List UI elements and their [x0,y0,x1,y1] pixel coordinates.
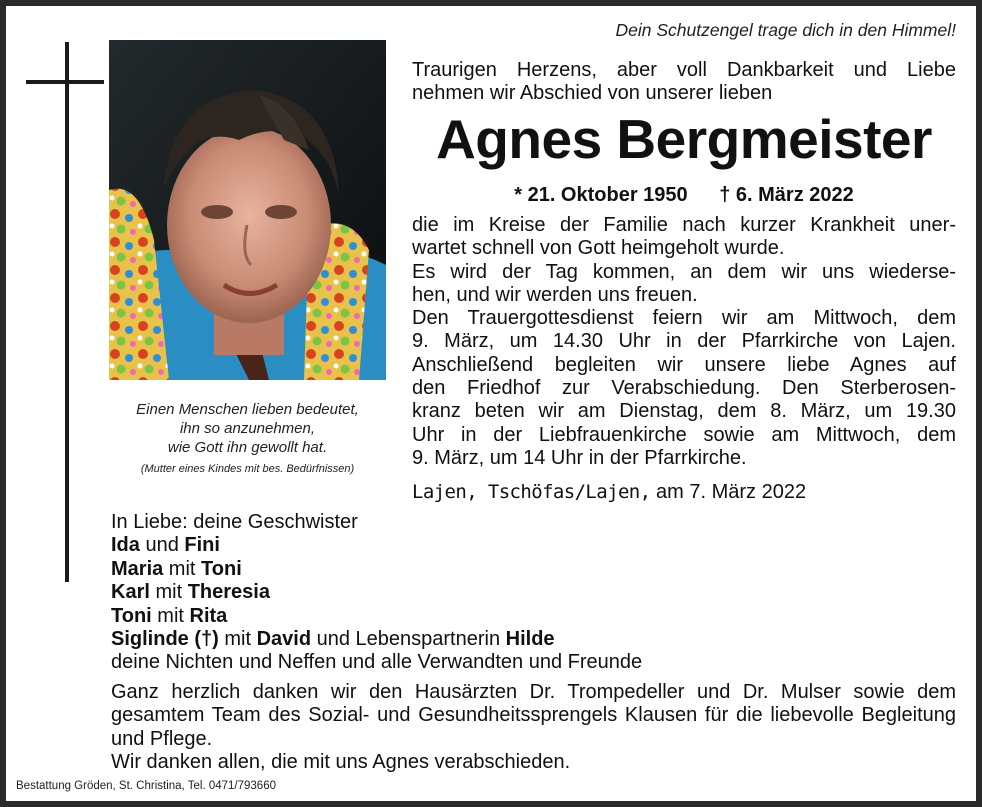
family-relatives: deine Nichten und Neffen und alle Verwandten und Freunde [111,651,643,674]
announcement-text [412,214,956,470]
caption-line: wie Gott ihn gewollt hat. [167,439,328,456]
undertaker-info: Bestattung Gröden, St. Christina, Tel. 0471/793660 [16,780,276,792]
intro-line: nehmen wir Abschied von unserer lieben [412,82,773,105]
text-line: den Friedhof zur Verabschiedung. Den Sterberosen- [412,377,956,400]
place: Lajen, Tschöfas/Lajen, [412,481,651,503]
caption-note: (Mutter eines Kindes mit bes. Bedürfnissen) [140,463,355,475]
family-line: Karl mit Theresia [111,581,270,604]
family-line: Ida und Fini [111,534,220,557]
text-line: die im Kreise der Familie nach kurzer Krankheit uner- [412,214,956,236]
thanks-section [111,681,956,775]
caption-line: ihn so anzunehmen, [179,420,316,437]
family-heading: In Liebe: deine Geschwister [111,511,358,533]
date: am 7. März 2022 [650,481,807,503]
intro-line: Traurigen Herzens, aber voll Dankbarkeit und Liebe [412,59,956,81]
caption-line: Einen Menschen lieben bedeutet, [136,401,359,418]
text-line: Uhr in der Liebfrauenkirche sowie am Mittwoch, dem [412,423,956,446]
deceased-name: Agnes Bergmeister [436,108,932,170]
cross-icon-bar [26,80,104,84]
text-line: hen, und wir werden uns freuen. [412,283,698,306]
cross-icon [65,42,69,582]
text-line: 9. März, um 14.30 Uhr in der Pfarrkirche von Lajen. [412,330,956,353]
place-date-line [412,481,806,504]
photo-caption [106,400,389,479]
birth-date: * 21. Oktober 1950 [514,184,688,206]
intro-text [412,59,956,105]
text-line: Es wird der Tag kommen, an dem wir uns wiederse- [412,260,956,283]
family-line: Siglinde (†) mit David und Lebenspartnerin Hilde [111,628,555,651]
family-line: Toni mit Rita [111,604,228,627]
text-line: Anschließend begleiten wir unsere liebe Agnes auf [412,353,956,376]
thanks-closing: Wir danken allen, die mit uns Agnes verabschieden. [111,751,571,774]
motto: Dein Schutzengel trage dich in den Himmel! [615,20,956,40]
family-list [111,511,642,675]
family-line: Maria mit Toni [111,557,242,580]
portrait-photo [109,40,386,380]
death-date: † 6. März 2022 [719,184,854,206]
life-dates [412,184,956,207]
text-line: 9. März, um 14 Uhr in der Pfarrkirche. [412,446,747,469]
text-line: Den Trauergottesdienst feiern wir am Mittwoch, dem [412,307,956,330]
text-line: wartet schnell von Gott heimgeholt wurde. [412,237,785,260]
text-line: kranz beten wir am Dienstag, dem 8. März, um 19.30 [412,400,956,423]
thanks-paragraph: Ganz herzlich danken wir den Hausärzten Dr. Trompedeller und Dr. Mulser sowie dem gesamtem Team des Sozial- und Gesundheitssprengels Klausen für die liebevolle Begleitung und Pflege. [111,681,956,750]
